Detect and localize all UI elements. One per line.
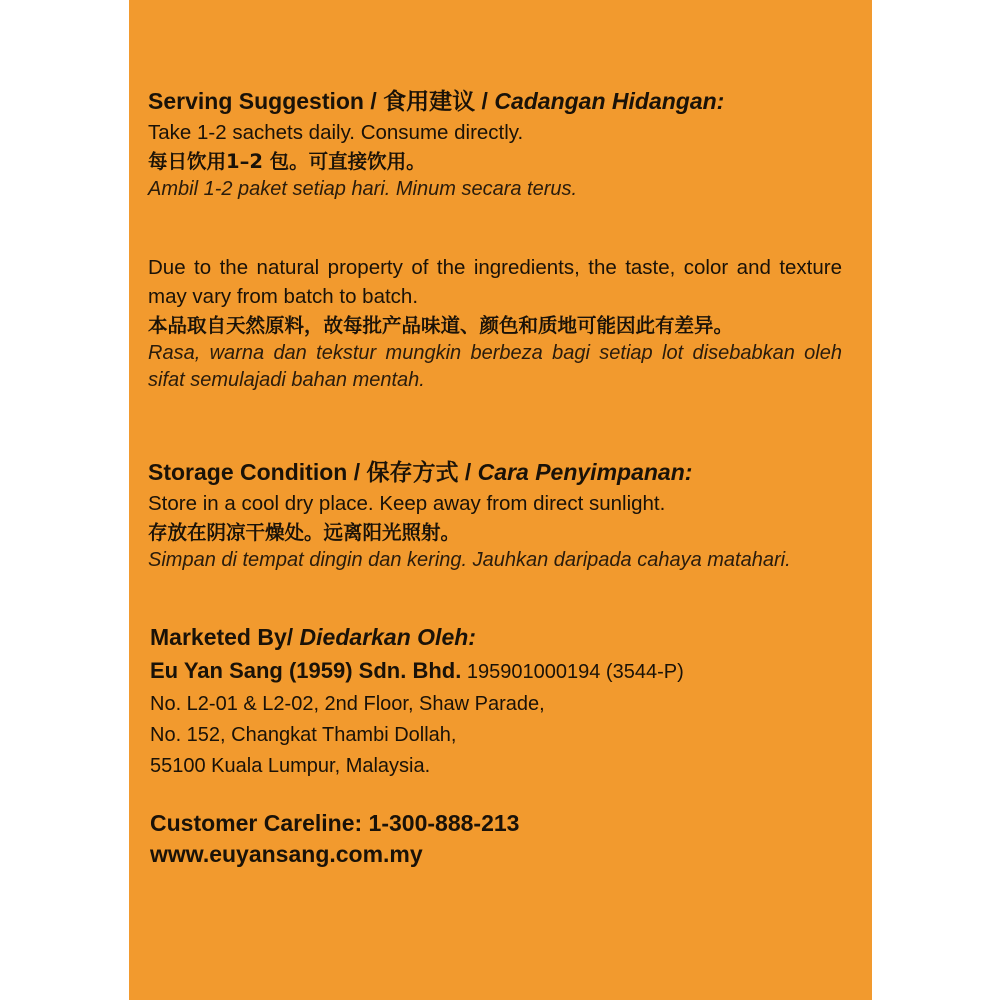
serving-section — [148, 84, 842, 203]
serving-text-zh: 每日饮用1–2 包。可直接饮用。 — [148, 150, 426, 173]
website-link[interactable]: www.euyansang.com.my — [150, 841, 423, 867]
storage-heading — [148, 455, 848, 489]
heading-separator: / — [347, 459, 367, 485]
serving-text-ms: Ambil 1-2 paket setiap hari. Minum secara terus. — [148, 178, 578, 200]
variation-text-zh: 本品取自天然原料，故每批产品味道、颜色和质地可能因此有差异。 — [148, 314, 734, 337]
storage-text-zh: 存放在阴凉干燥处。远离阳光照射。 — [148, 521, 461, 544]
address-line: No. L2-01 & L2-02, 2nd Floor, Shaw Parade, — [150, 693, 545, 715]
variation-text-en: Due to the natural property of the ingredients, the taste, color and texture may vary from batch to batch. — [148, 256, 842, 308]
customer-careline: Customer Careline: 1-300-888-213 — [150, 810, 520, 836]
marketer-heading-ms: Diedarkan Oleh: — [293, 624, 476, 650]
company-line — [150, 654, 844, 689]
company-registration: 195901000194 (3544-P) — [461, 661, 684, 683]
variation-text-ms: Rasa, warna dan tekstur mungkin berbeza bagi setiap lot disebabkan oleh sifat semulajadi bahan mentah. — [148, 342, 842, 391]
serving-heading-ms: Cadangan Hidangan: — [494, 88, 725, 114]
address-line: 55100 Kuala Lumpur, Malaysia. — [150, 755, 431, 777]
marketer-heading — [150, 620, 844, 654]
contact-section — [150, 808, 844, 870]
marketer-section — [150, 620, 844, 782]
storage-heading-en: Storage Condition — [148, 459, 348, 485]
storage-heading-zh: 保存方式 — [366, 459, 459, 485]
storage-text-ms: Simpan di tempat dingin dan kering. Jauhkan daripada cahaya matahari. — [148, 549, 791, 571]
serving-heading — [148, 84, 842, 118]
heading-separator: / — [363, 88, 384, 114]
company-name: Eu Yan Sang (1959) Sdn. Bhd. — [150, 658, 462, 683]
serving-text-en: Take 1-2 sachets daily. Consume directly. — [148, 121, 524, 144]
storage-text-en: Store in a cool dry place. Keep away from direct sunlight. — [148, 492, 666, 515]
storage-heading-ms: Cara Penyimpanan: — [477, 459, 693, 485]
serving-heading-en: Serving Suggestion — [148, 88, 364, 114]
address-line: No. 152, Changkat Thambi Dollah, — [150, 724, 457, 746]
variation-section — [148, 253, 842, 394]
storage-section — [148, 455, 848, 574]
heading-separator: / — [475, 88, 495, 114]
marketer-heading-en: Marketed By/ — [150, 624, 294, 650]
serving-heading-zh: 食用建议 — [383, 88, 476, 114]
heading-separator: / — [458, 459, 478, 485]
